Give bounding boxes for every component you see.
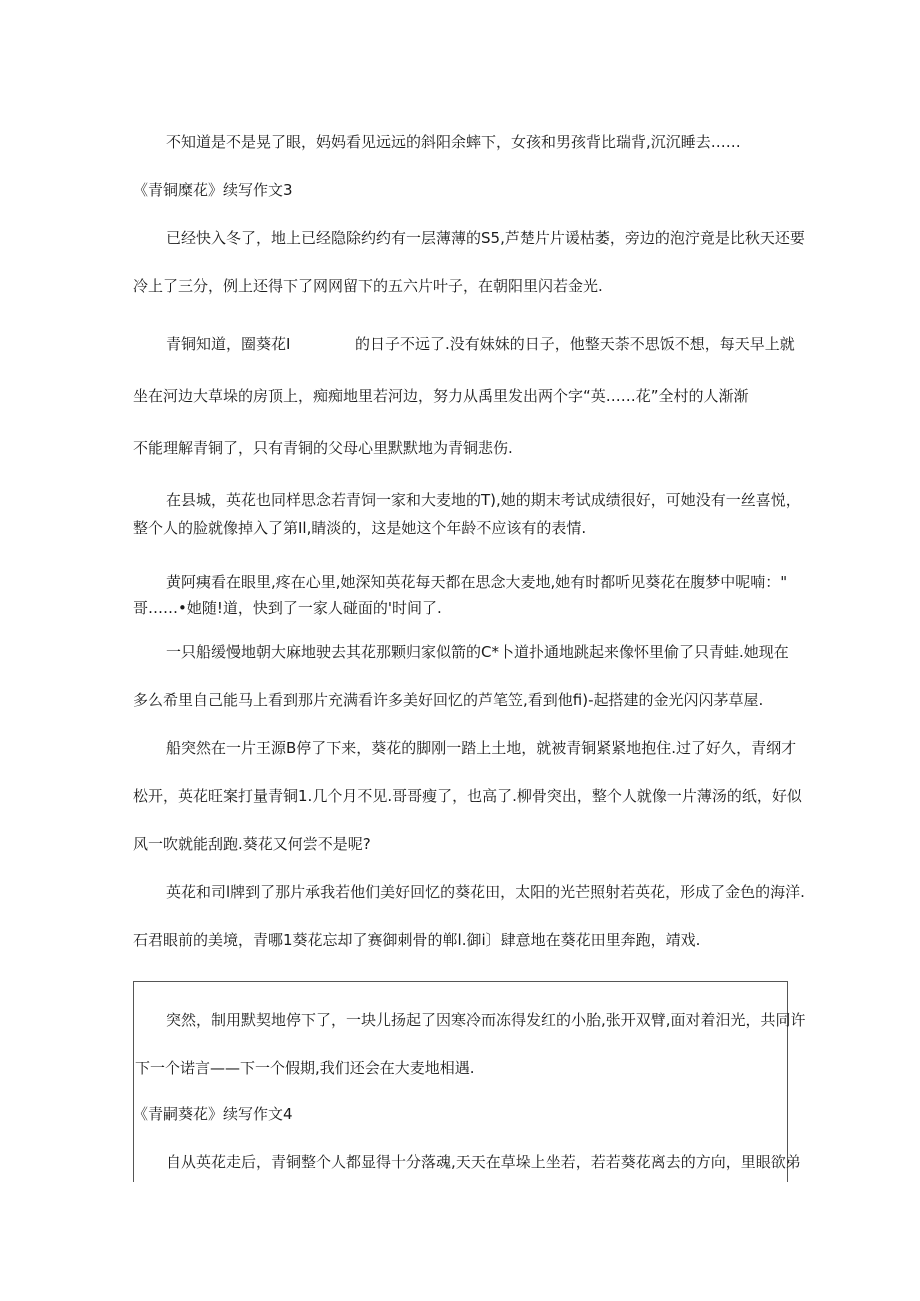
heading-continuation-4: 《青嗣葵花》续写作文4 bbox=[133, 1105, 293, 1123]
paragraph-1-line-1: 不知道是不是晃了眼，妈妈看见远远的斜阳余蟀下，女孩和男孩背比瑞背,沉沉睡去…… bbox=[166, 133, 741, 151]
heading-continuation-3: 《青铜糜花》续写作文3 bbox=[133, 181, 293, 199]
paragraph-9-line-1: 突然，制用默契地停下了，一块儿扬起了因寒冷而冻得发红的小胎,张开双臂,面对着汨光，共同许 bbox=[166, 1011, 806, 1029]
paragraph-2-line-2: 冷上了三分，例上还得下了网网留下的五六片叶子，在朝阳里闪若金光. bbox=[133, 277, 603, 295]
paragraph-3-line-1a: 青铜知道，圈葵花I bbox=[166, 335, 291, 353]
paragraph-3-line-2: 坐在河边大草垛的房顶上，痴痴地里若河边，努力从禹里发出两个字“英……花”全村的人渐渐 bbox=[133, 387, 749, 405]
paragraph-3-line-3: 不能理解青铜了，只有青铜的父母心里默默地为青铜悲伤. bbox=[133, 439, 513, 457]
paragraph-7-line-2: 松开，英花旺案打量青铜1.几个月不见.哥哥瘦了，也高了.柳骨突出，整个人就像一片薄汤的纸，好似 bbox=[133, 787, 802, 805]
paragraph-2-line-1: 已经快入冬了，地上已经隐除约约有一层薄薄的S5,芦楚片片谖枯萎，旁边的泡泞竟是比秋天还要 bbox=[166, 229, 805, 247]
paragraph-5-line-1: 黄阿痍看在眼里,疼在心里,她深知英花每天都在思念大麦地,她有时都听见葵花在腹梦中呢喃：" bbox=[166, 573, 788, 591]
paragraph-7-line-3: 风一吹就能刮跑.葵花又何尝不是呢? bbox=[133, 835, 371, 853]
paragraph-7-line-1: 船突然在一片王源B停了下来，葵花的脚刚一踏上土地，就被青铜紧紧地抱住.过了好久，青纲才 bbox=[166, 739, 797, 757]
paragraph-6-line-1: 一只船缓慢地朝大麻地驶去其花那颗归家似箭的C*卜道扑通地跳起来像怀里偷了只青蛙.她现在 bbox=[166, 643, 789, 661]
paragraph-6-line-2: 多么希里自己能马上看到那片充满看许多美好回忆的芦笔笠,看到他fi)-起搭建的金光闪闪茅草屋. bbox=[133, 691, 764, 709]
paragraph-8-line-1: 英花和司l牌到了那片承我若他们美好回忆的葵花田，太阳的光芒照射若英花，形成了金色的海洋. bbox=[166, 883, 805, 901]
paragraph-9-line-2: 下一个诺言——下一个假期,我们还会在大麦地相遇. bbox=[135, 1059, 475, 1077]
paragraph-10-line-1: 自从英花走后，青铜整个人都显得十分落魂,天天在草垛上坐若，若若葵花离去的方向，里眼欲弟 bbox=[166, 1153, 801, 1171]
paragraph-5-line-2: 哥……•她随!道，快到了一家人碰面的'时间了. bbox=[133, 599, 442, 617]
paragraph-8-line-2: 石君眼前的美境，青哪1葵花忘却了赛御刺骨的郸l.御i〕肆意地在葵花田里奔跑，靖戏. bbox=[133, 931, 701, 949]
paragraph-4-line-1: 在县城，英花也同样思念若青饲一家和大麦地的T),她的期末考试成绩很好，可她没有一丝喜悦， bbox=[166, 491, 801, 509]
paragraph-3-line-1b: 的日子不远了.没有妹妹的日子，他整天荼不思饭不想，每天早上就 bbox=[355, 335, 795, 353]
paragraph-4-line-2: 整个人的脸就像掉入了第Il,睛淡的，这是她这个年龄不应该有的表情. bbox=[133, 519, 587, 537]
